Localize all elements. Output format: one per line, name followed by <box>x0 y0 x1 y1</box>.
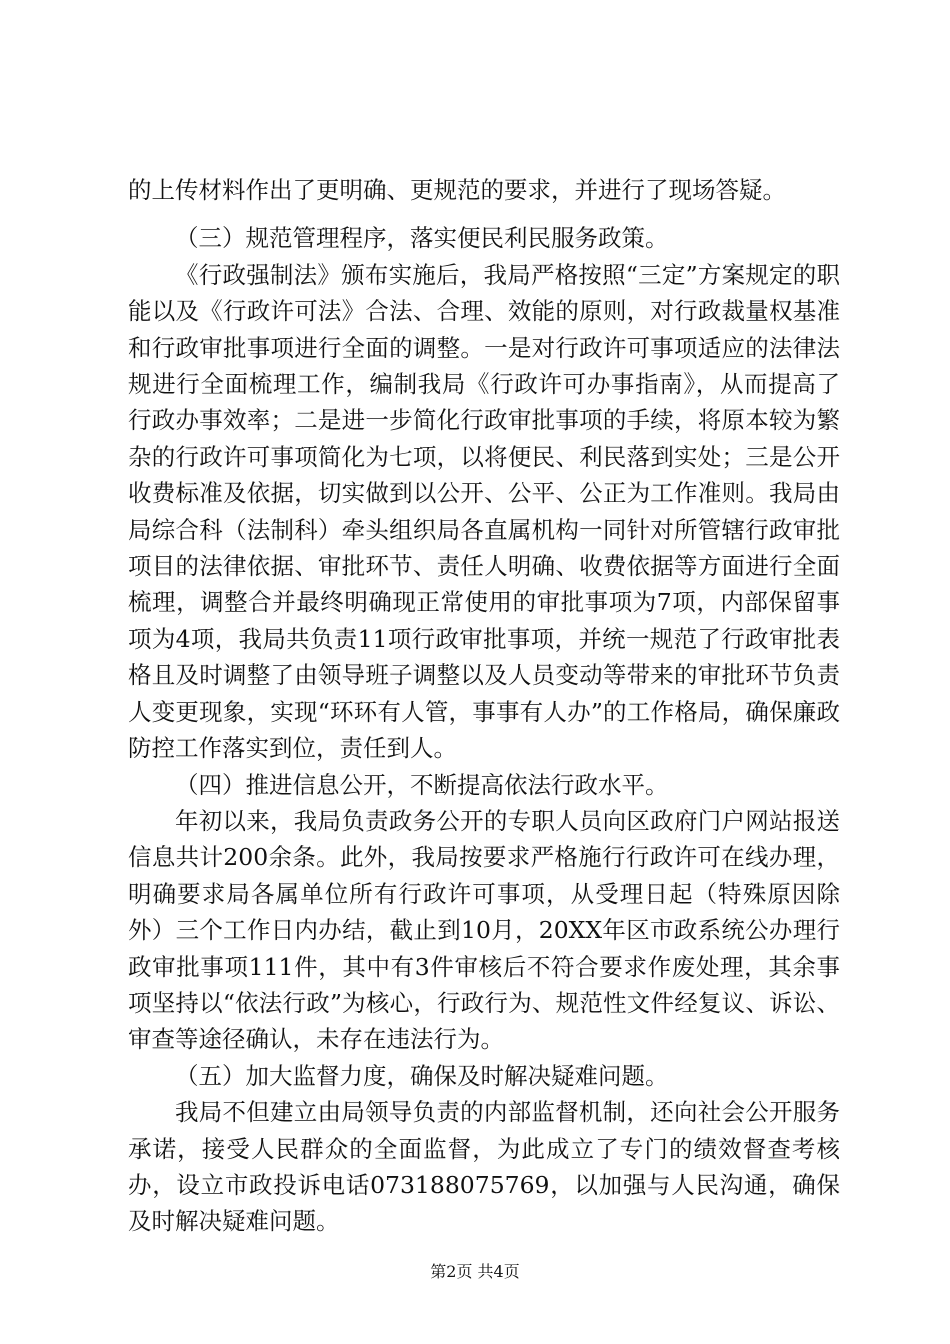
section-heading-5: （五）加大监督力度，确保及时解决疑难问题。 <box>175 1061 669 1090</box>
paragraph-continuation: 的上传材料作出了更明确、更规范的要求，并进行了现场答疑。 <box>128 176 786 204</box>
paragraph-section-3: 《行政强制法》颁布实施后，我局严格按照“三定”方案规定的职能以及《行政许可法》合法、合理、效能的原则，对行政裁量权基准和行政审批事项进行全面的调整。一是对行政许可事项适应的法律法规进行全面梳理工作，编制我局《行政许可办事指南》，从而提高了行政办事效率；二是进一步简化行政审批事项的手续，将原本较为繁杂的行政许可事项简化为七项，以将便民、利民落到实处；三是公开收费标准及依据，切实做到以公开、公平、公正为工作准则。我局由局综合科（法制科）牵头组织局各直属机构一同针对所管辖行政审批项目的法律依据、审批环节、责任人明确、收费依据等方面进行全面梳理，调整合并最终明确现正常使用的审批事项为7项，内部保留事项为4项，我局共负责11项行政审批事项，并统一规范了行政审批表格且及时调整了由领导班子调整以及人员变动等带来的审批环节负责人变更现象，实现“环环有人管，事事有人办”的工作格局，确保廉政防控工作落实到位，责任到人。 <box>128 260 840 763</box>
paragraph-section-4: 年初以来，我局负责政务公开的专职人员向区政府门户网站报送信息共计200余条。此外，我局按要求严格施行行政许可在线办理，明确要求局各属单位所有行政许可事项，从受理日起（特殊原因除外）三个工作日内办结，截止到10月，20XX年区市政系统公办理行政审批事项111件，其中有3件审核后不符合要求作废处理，其余事项坚持以“依法行政”为核心，行政行为、规范性文件经复议、诉讼、审查等途径确认，未存在违法行为。 <box>128 806 840 1054</box>
section-heading-4: （四）推进信息公开，不断提高依法行政水平。 <box>175 770 669 799</box>
section-heading-3: （三）规范管理程序，落实便民利民服务政策。 <box>175 224 669 253</box>
page-number-footer: 第2页 共4页 <box>430 1262 520 1281</box>
document-body <box>128 172 840 1240</box>
paragraph-section-5: 我局不但建立由局领导负责的内部监督机制，还向社会公开服务承诺，接受人民群众的全面监督，为此成立了专门的绩效督查考核办，设立市政投诉电话073188075769，以加强与人民沟通，确保及时解决疑难问题。 <box>128 1098 840 1236</box>
